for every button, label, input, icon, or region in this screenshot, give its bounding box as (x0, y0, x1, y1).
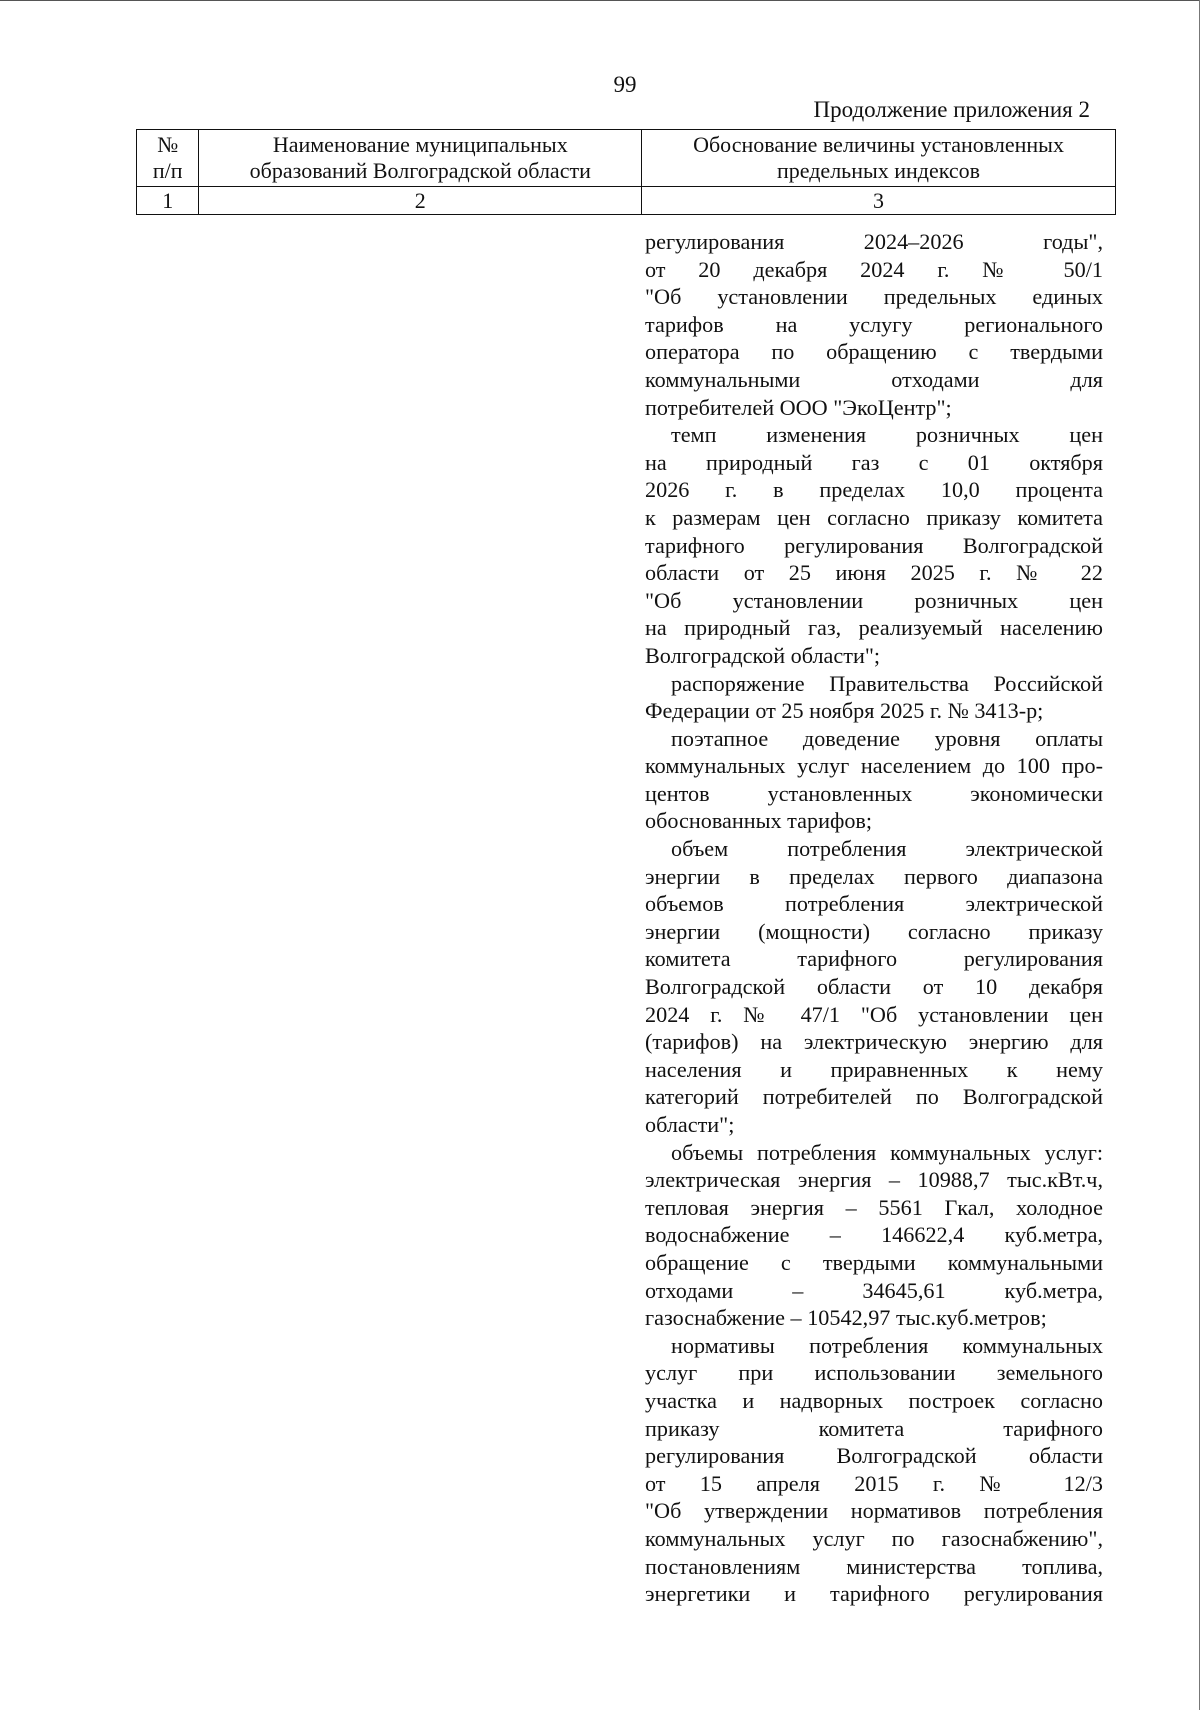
text-line: обоснованных тарифов; (645, 808, 873, 834)
text-line: от 20 декабря 2024 г. № 50/1 (645, 256, 1103, 282)
header-municipality-line1: Наименование муниципальных (272, 132, 568, 157)
text-line: распоряжение Правительства Российской (671, 670, 1103, 696)
header-justification-line1: Обоснование величины установленных (693, 132, 1064, 157)
column-number-2: 2 (199, 187, 642, 215)
page-edge-top (0, 0, 1200, 1)
text-line: (тарифов) на электрическую энергию для (645, 1029, 1103, 1055)
text-line: отходами – 34645,61 куб.метра, (645, 1277, 1103, 1303)
page-number: 99 (613, 72, 637, 97)
text-line: коммунальными отходами для (645, 366, 1103, 392)
text-line: к размерам цен согласно приказу комитета (645, 504, 1103, 530)
header-number-column (137, 130, 199, 187)
text-line: "Об утверждении нормативов потребления (645, 1498, 1103, 1524)
text-line: обращение с твердыми коммунальными (645, 1249, 1103, 1275)
header-justification-column (642, 130, 1116, 187)
text-line: 2024 г. № 47/1 "Об установлении цен (645, 1001, 1103, 1027)
header-justification-line2: предельных индексов (776, 158, 981, 183)
text-line: области от 25 июня 2025 г. № 22 (645, 560, 1103, 586)
text-line: тарифного регулирования Волгоградской (645, 532, 1103, 558)
text-line: регулирования 2024–2026 годы", (645, 229, 1103, 254)
text-line: энергетики и тарифного регулирования (645, 1581, 1103, 1607)
text-line: водоснабжение – 146622,4 куб.метра, (645, 1222, 1103, 1248)
text-line: объем потребления электрической (671, 836, 1103, 862)
column-number-row (137, 187, 1116, 215)
table-header-row (137, 130, 1116, 187)
text-line: Волгоградской области"; (645, 642, 881, 668)
text-line: 2026 г. в пределах 10,0 процента (645, 477, 1103, 503)
text-line: тарифов на услугу регионального (645, 311, 1103, 337)
justification-text (645, 228, 1103, 1608)
header-municipality-column (199, 130, 642, 187)
text-line: газоснабжение – 10542,97 тыс.куб.метров; (645, 1305, 1047, 1331)
text-line: участка и надворных построек согласно (645, 1387, 1103, 1413)
text-line: приказу комитета тарифного (645, 1415, 1103, 1441)
text-line: "Об установлении предельных единых (645, 284, 1103, 310)
appendix-continuation-note: Продолжение приложения 2 (813, 97, 1090, 122)
text-line: объемы потребления коммунальных услуг: (671, 1139, 1103, 1165)
header-number-symbol: № (157, 132, 179, 157)
text-line: темп изменения розничных цен (671, 422, 1103, 448)
text-line: услуг при использовании земельного (645, 1360, 1103, 1386)
text-line: нормативы потребления коммунальных (671, 1332, 1103, 1358)
text-line: от 15 апреля 2015 г. № 12/3 (645, 1470, 1103, 1496)
text-line: категорий потребителей по Волгоградской (645, 1084, 1103, 1110)
text-line: комитета тарифного регулирования (645, 946, 1103, 972)
text-line: постановлениям министерства топлива, (645, 1553, 1103, 1579)
column-number-3: 3 (642, 187, 1116, 215)
column-number-1: 1 (137, 187, 199, 215)
text-line: на природный газ с 01 октября (645, 449, 1103, 475)
text-line: энергии (мощности) согласно приказу (645, 918, 1103, 944)
text-line: коммунальных услуг по газоснабжению", (645, 1525, 1103, 1551)
text-line: Федерации от 25 ноября 2025 г. № 3413-р; (645, 698, 1044, 724)
text-line: электрическая энергия – 10988,7 тыс.кВт.ч, (645, 1167, 1103, 1193)
text-line: потребителей ООО "ЭкоЦентр"; (645, 394, 952, 420)
text-line: коммунальных услуг населением до 100 про- (645, 753, 1103, 779)
text-line: поэтапное доведение уровня оплаты (671, 725, 1103, 751)
text-line: Волгоградской области от 10 декабря (645, 974, 1103, 1000)
header-number-abbrev: п/п (152, 158, 183, 183)
text-line: регулирования Волгоградской области (645, 1443, 1103, 1469)
text-line: тепловая энергия – 5561 Гкал, холодное (645, 1194, 1103, 1220)
text-line: энергии в пределах первого диапазона (645, 863, 1103, 889)
text-line: центов установленных экономически (645, 780, 1103, 806)
text-line: населения и приравненных к нему (645, 1056, 1103, 1082)
text-line: области"; (645, 1112, 735, 1137)
header-municipality-line2: образований Волгоградской области (249, 158, 591, 183)
text-line: на природный газ, реализуемый населению (645, 615, 1103, 641)
text-line: оператора по обращению с твердыми (645, 339, 1103, 365)
text-line: "Об установлении розничных цен (645, 587, 1103, 613)
text-line: объемов потребления электрической (645, 891, 1103, 917)
table-header (136, 129, 1116, 215)
